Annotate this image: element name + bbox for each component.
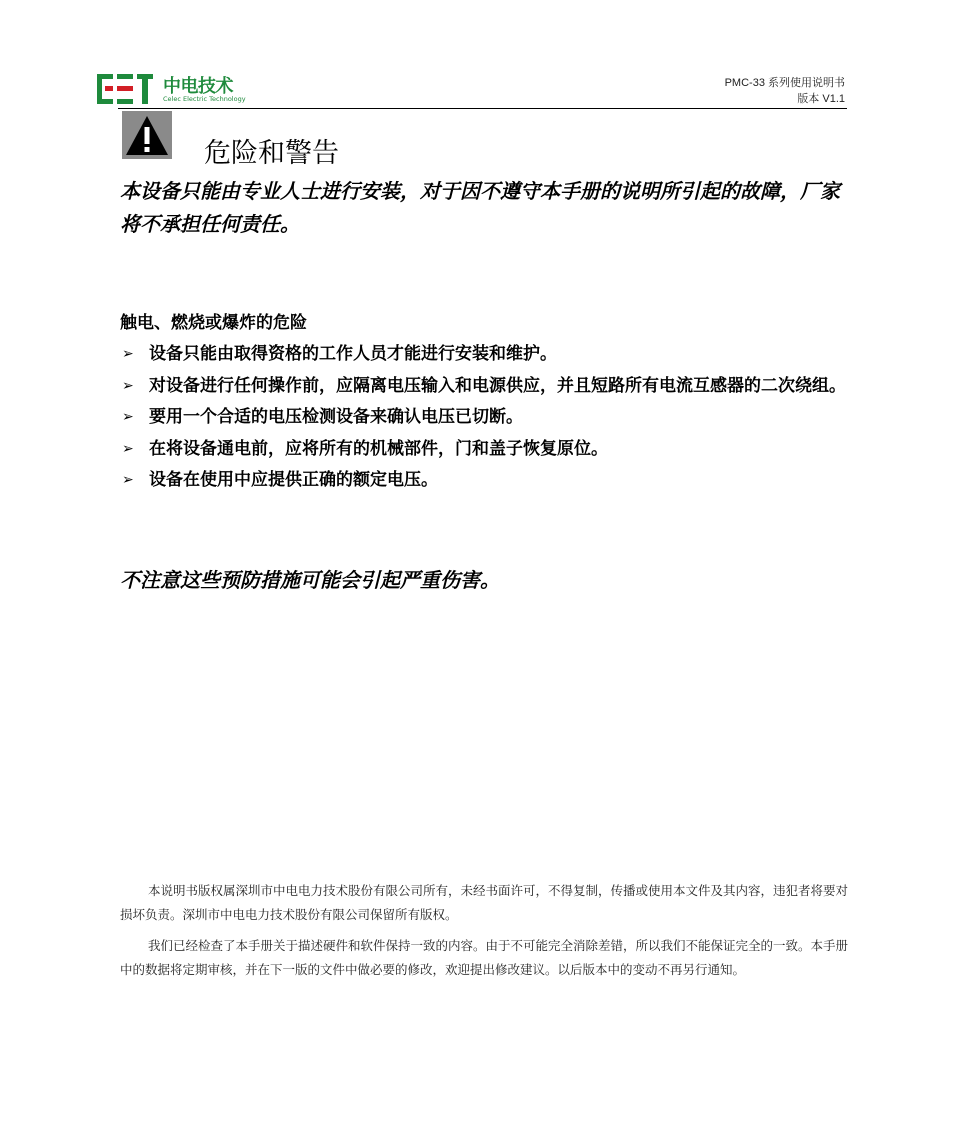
caution-text: 不注意这些预防措施可能会引起严重伤害。	[120, 568, 500, 592]
doc-title: PMC-33 系列使用说明书	[724, 77, 845, 89]
doc-version: 版本 V1.1	[797, 93, 845, 105]
cet-logo-mark	[97, 74, 153, 104]
header-divider	[118, 108, 847, 109]
page-title: 危险和警告	[204, 138, 339, 169]
document-header	[725, 75, 845, 107]
list-item	[120, 465, 855, 497]
arrow-bullet-icon: ➢	[122, 409, 134, 425]
hazard-list	[120, 339, 855, 497]
warning-icon	[122, 111, 172, 159]
list-item	[120, 371, 855, 403]
logo-text-en: Celec Electric Technology	[163, 95, 246, 103]
arrow-bullet-icon: ➢	[122, 377, 134, 394]
list-item-text: 设备只能由取得资格的工作人员才能进行安装和维护。	[149, 344, 557, 364]
list-item-text: 设备在使用中应提供正确的额定电压。	[149, 470, 438, 490]
disclaimer-notice: 我们已经检查了本手册关于描述硬件和软件保持一致的内容。由于不可能完全消除差错，所以我们不能保证完全的一致。本手册中的数据将定期审核，并在下一版的文件中做必要的修改，欢迎提出修改建议。以后版本中的变动不再另行通知。	[120, 938, 849, 977]
arrow-bullet-icon: ➢	[122, 346, 134, 362]
copyright-notice: 本说明书版权属深圳市中电电力技术股份有限公司所有，未经书面许可，不得复制，传播或使用本文件及其内容，违犯者将要对损坏负责。深圳市中电电力技术股份有限公司保留所有版权。	[120, 883, 849, 922]
section-heading: 触电、燃烧或爆炸的危险	[120, 313, 307, 333]
company-logo	[97, 72, 246, 106]
arrow-bullet-icon: ➢	[122, 472, 134, 488]
list-item-text: 要用一个合适的电压检测设备来确认电压已切断。	[149, 407, 523, 427]
arrow-bullet-icon: ➢	[122, 440, 134, 457]
list-item	[120, 402, 855, 434]
list-item-text: 在将设备通电前，应将所有的机械部件，门和盖子恢复原位。	[149, 438, 608, 459]
list-item-text: 对设备进行任何操作前，应隔离电压输入和电源供应，并且短路所有电流互感器的二次绕组。	[149, 375, 846, 396]
list-item	[120, 434, 855, 466]
logo-text-cn: 中电技术	[163, 76, 233, 97]
list-item	[120, 339, 855, 371]
intro-warning-text: 本设备只能由专业人士进行安装，对于因不遵守本手册的说明所引起的故障，厂家将不承担任何责任。	[120, 179, 840, 236]
